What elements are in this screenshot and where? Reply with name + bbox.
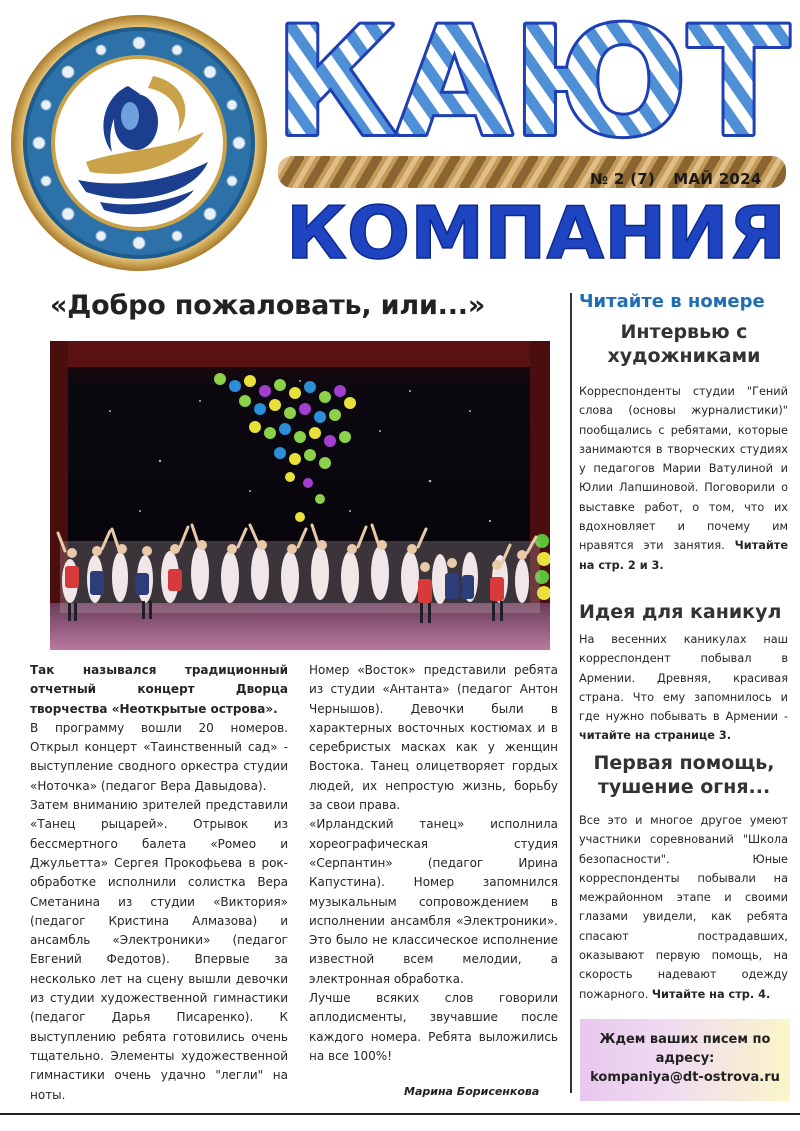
masthead-title-bottom <box>282 188 790 270</box>
article-paragraph: В программу вошли 20 номеров. Открыл концерт «Таинственный сад» - выступление сводного оркестра студии «Ноточка» (педагог Вера Давыдова). <box>30 720 288 793</box>
article-headline: «Добро пожаловать, или...» <box>50 290 486 321</box>
sidebar-item-text <box>579 630 788 746</box>
article-paragraph: Лучше всяких слов говорили аплодисменты, звучавшие после каждого номера. Ребята выложились на все 100%! <box>309 991 558 1063</box>
sidebar-item-title: Первая помощь, тушение огня... <box>593 752 775 798</box>
sidebar-item-link[interactable]: Читайте на стр. 2 и 3. <box>579 539 788 572</box>
article-paragraph: Номер «Восток» представили ребята из студии «Антанта» (педагог Антон Чернышов). Девочки были в характерных восточных костюмах и в серебристых масках как у женщин Востока. Танец олицетворяет гордых людей, их непростую жизнь, борьбу за свои права. <box>309 663 558 813</box>
article-paragraph: Затем вниманию зрителей представили «Танец рыцарей». Отрывок из бессмертного балета «Ромео и Джульетта» Сергея Прокофьева в рок-обработке исполнили солистка Вера Сметанина из студии «Виктория» (педагог Кристина Алмазова) и ансамбль «Электроники» (педагог Евгений Федотов). Впервые за несколько лет на сцену вышли девочки из студии художественной гимнастики (педагог Дарья Писаренко). К выступлению ребята готовились очень тщательно. Элементы художественной гимнастики очень удачно "легли" на ноты. <box>30 798 288 1102</box>
issue-number: № 2 (7) <box>590 170 656 188</box>
sidebar-item-body: На весенних каникулах наш корреспондент побывал в Армении. Древняя, красивая страна. Что ему запомнилось и где нужно побывать в Армении - <box>579 633 788 724</box>
sidebar-item-body: Корреспонденты студии "Гений слова (основы журналистики)" пообщались с ребятами, которые занимаются в творческих студиях у педагогов Марии Ватулиной и Юлии Лапшиновой. Поговорили о выставке работ, о том, что их вдохновляет и почему им нравятся эти занятия. <box>579 385 788 553</box>
issue-date: МАЙ 2024 <box>673 170 762 188</box>
sidebar-item-text <box>579 811 788 1004</box>
masthead-title-top <box>270 6 795 148</box>
ship-wheel-logo <box>8 12 270 274</box>
concert-photo <box>50 341 550 650</box>
sidebar-item-body: Все это и многое другое умеют участники соревнований "Школа безопасности". Юные корреспонденты побывали на межрайонном этапе и своими глазами увидели, как ребята спасают пострадавших, оказывают первую помощь, на скорость надевают одежду пожарного. <box>579 814 788 1001</box>
page-bottom-rule <box>0 1113 800 1115</box>
article-column-left <box>30 661 288 1105</box>
article-lead: Так назывался традиционный отчетный концерт Дворца творчества «Неоткрытые острова». <box>30 663 288 716</box>
sidebar-divider <box>570 293 572 1093</box>
masthead-kompaniya-text: КОМПАНИЯ <box>286 191 786 270</box>
sidebar-item-link[interactable]: читайте на странице 3. <box>579 729 732 743</box>
sidebar-item-title: Идея для каникул <box>579 601 782 623</box>
sidebar-item-link[interactable]: Читайте на стр. 4. <box>651 987 771 1001</box>
sidebar-heading: Читайте в номере <box>579 291 765 312</box>
sidebar-item-title: Интервью с художниками <box>607 321 761 367</box>
sidebar-item-text <box>579 382 788 575</box>
article-author: Марина Борисенкова <box>404 1085 540 1098</box>
article-paragraph: «Ирландский танец» исполнила хореографическая студия «Серпантин» (педагог Ирина Капустина). Номер запомнился музыкальным сопровождением в исполнении ансамбля «Электроники». Это было не классическое исполнение известной всем мелодии, а электронная обработка. <box>309 817 558 986</box>
masthead-kayut-text: КАЮТ <box>274 6 790 148</box>
issue-info <box>590 170 762 188</box>
contact-email[interactable]: kompaniya@dt-ostrova.ru <box>590 1070 780 1085</box>
contact-box <box>580 1019 790 1101</box>
contact-label: Ждем ваших писем по адресу: <box>599 1032 771 1066</box>
contact-text <box>580 1030 790 1087</box>
article-column-middle <box>309 661 558 1066</box>
